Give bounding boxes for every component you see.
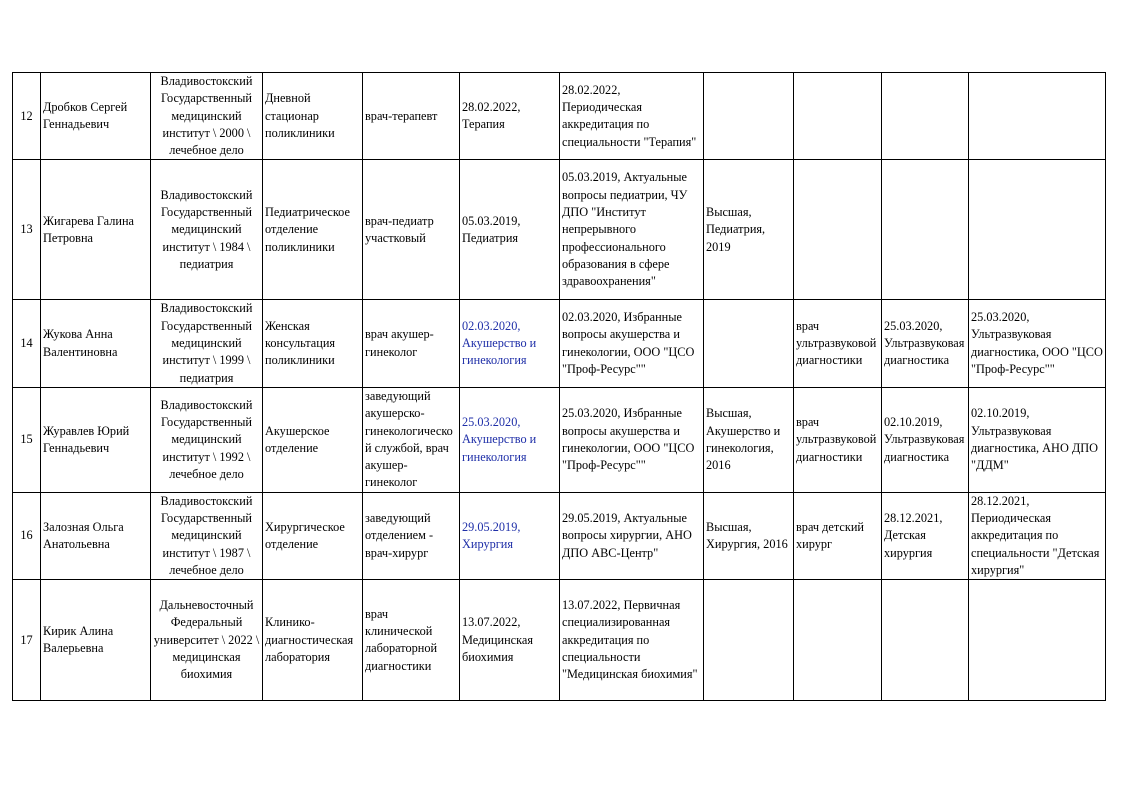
second-position: врач детский хирург	[794, 492, 882, 579]
position: врач-терапевт	[363, 73, 460, 160]
row-number: 12	[13, 73, 41, 160]
table-row	[13, 73, 1106, 160]
department: Педиатрическое отделение поликлиники	[263, 160, 363, 300]
second-certificate: 25.03.2020, Ультразвуковая диагностика	[882, 300, 969, 387]
training: 13.07.2022, Первичная специализированная аккредитация по специальности "Медицинская биохимия"	[560, 580, 704, 701]
employee-name: Журавлев Юрий Геннадьевич	[41, 387, 151, 492]
second-position	[794, 580, 882, 701]
category: Высшая, Хирургия, 2016	[704, 492, 794, 579]
table-row	[13, 580, 1106, 701]
training: 02.03.2020, Избранные вопросы акушерства и гинекологии, ООО "ЦСО "Проф-Ресурс""	[560, 300, 704, 387]
row-number: 17	[13, 580, 41, 701]
employee-name: Дробков Сергей Геннадьевич	[41, 73, 151, 160]
education: Владивостокский Государственный медицинский институт \ 2000 \ лечебное дело	[151, 73, 263, 160]
row-number: 15	[13, 387, 41, 492]
certificate: 05.03.2019, Педиатрия	[460, 160, 560, 300]
row-number: 16	[13, 492, 41, 579]
training: 05.03.2019, Актуальные вопросы педиатрии, ЧУ ДПО "Институт непрерывного профессионального образования в сфере здравоохранения"	[560, 160, 704, 300]
education: Дальневосточный Федеральный университет \ 2022 \ медицинская биохимия	[151, 580, 263, 701]
position: заведующий акушерско-гинекологической службой, врач акушер-гинеколог	[363, 387, 460, 492]
table-body	[13, 73, 1106, 701]
department: Женская консультация поликлиники	[263, 300, 363, 387]
position: врач-педиатр участковый	[363, 160, 460, 300]
education: Владивостокский Государственный медицинский институт \ 1984 \ педиатрия	[151, 160, 263, 300]
second-position: врач ультразвуковой диагностики	[794, 300, 882, 387]
second-training: 25.03.2020, Ультразвуковая диагностика, ООО "ЦСО "Проф-Ресурс""	[969, 300, 1106, 387]
training: 25.03.2020, Избранные вопросы акушерства и гинекологии, ООО "ЦСО "Проф-Ресурс""	[560, 387, 704, 492]
employee-name: Жукова Анна Валентиновна	[41, 300, 151, 387]
certificate: 25.03.2020, Акушерство и гинекология	[460, 387, 560, 492]
position: врач клинической лабораторной диагностики	[363, 580, 460, 701]
row-number: 13	[13, 160, 41, 300]
second-position	[794, 73, 882, 160]
position: врач акушер-гинеколог	[363, 300, 460, 387]
certificate: 02.03.2020, Акушерство и гинекология	[460, 300, 560, 387]
second-certificate	[882, 73, 969, 160]
table-row	[13, 387, 1106, 492]
training: 29.05.2019, Актуальные вопросы хирургии, АНО ДПО АВС-Центр"	[560, 492, 704, 579]
education: Владивостокский Государственный медицинский институт \ 1999 \ педиатрия	[151, 300, 263, 387]
category	[704, 300, 794, 387]
department: Клинико-диагностическая лаборатория	[263, 580, 363, 701]
category: Высшая, Акушерство и гинекология, 2016	[704, 387, 794, 492]
employee-name: Залозная Ольга Анатольевна	[41, 492, 151, 579]
second-certificate	[882, 580, 969, 701]
category: Высшая, Педиатрия, 2019	[704, 160, 794, 300]
training: 28.02.2022, Периодическая аккредитация по специальности "Терапия"	[560, 73, 704, 160]
row-number: 14	[13, 300, 41, 387]
certificate: 13.07.2022, Медицинская биохимия	[460, 580, 560, 701]
category	[704, 73, 794, 160]
second-training	[969, 580, 1106, 701]
position: заведующий отделением - врач-хирург	[363, 492, 460, 579]
department: Хирургическое отделение	[263, 492, 363, 579]
second-certificate: 02.10.2019, Ультразвуковая диагностика	[882, 387, 969, 492]
employee-name: Кирик Алина Валерьевна	[41, 580, 151, 701]
table-row	[13, 160, 1106, 300]
second-position: врач ультразвуковой диагностики	[794, 387, 882, 492]
second-certificate	[882, 160, 969, 300]
education: Владивостокский Государственный медицинский институт \ 1992 \ лечебное дело	[151, 387, 263, 492]
second-position	[794, 160, 882, 300]
second-training: 02.10.2019, Ультразвуковая диагностика, АНО ДПО "ДДМ"	[969, 387, 1106, 492]
certificate: 29.05.2019, Хирургия	[460, 492, 560, 579]
category	[704, 580, 794, 701]
employee-name: Жигарева Галина Петровна	[41, 160, 151, 300]
department: Акушерское отделение	[263, 387, 363, 492]
department: Дневной стационар поликлиники	[263, 73, 363, 160]
education: Владивостокский Государственный медицинский институт \ 1987 \ лечебное дело	[151, 492, 263, 579]
table-row	[13, 492, 1106, 579]
second-training: 28.12.2021, Периодическая аккредитация по специальности "Детская хирургия"	[969, 492, 1106, 579]
second-training	[969, 73, 1106, 160]
certificate: 28.02.2022, Терапия	[460, 73, 560, 160]
second-training	[969, 160, 1106, 300]
second-certificate: 28.12.2021, Детская хирургия	[882, 492, 969, 579]
table-row	[13, 300, 1106, 387]
staff-table	[12, 72, 1106, 701]
